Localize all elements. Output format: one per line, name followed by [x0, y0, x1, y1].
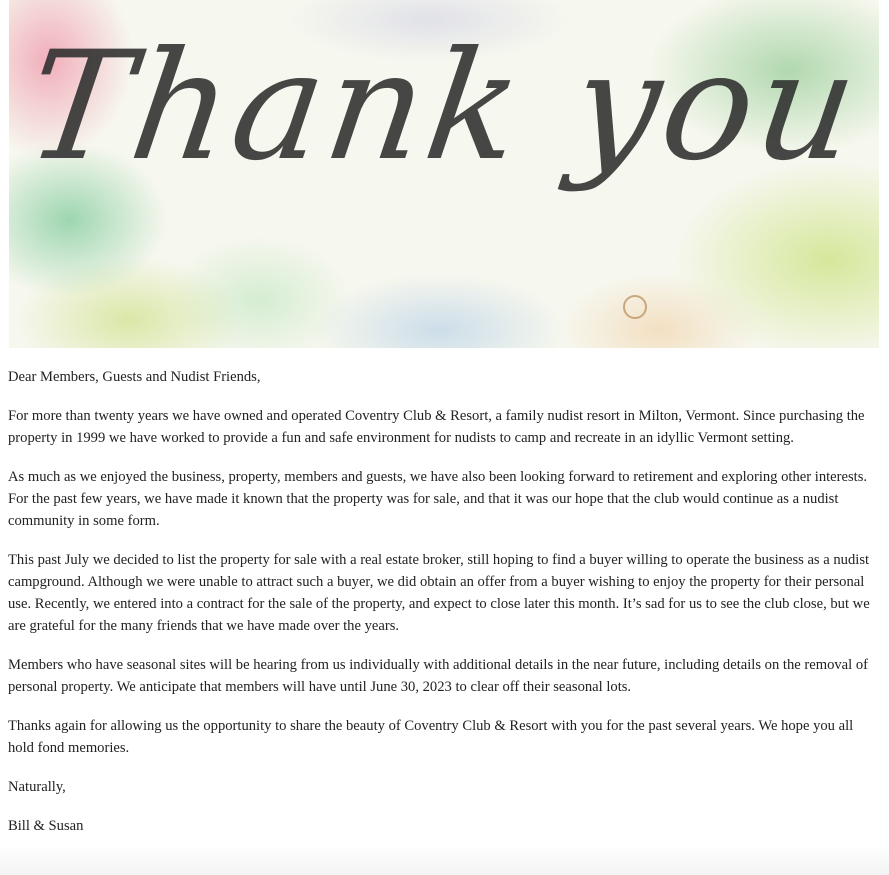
- thank-you-lettering: Thank you: [17, 20, 871, 194]
- thank-you-banner-image: [9, 0, 879, 348]
- paragraph: Thanks again for allowing us the opportunity to share the beauty of Coventry Club & Resort with you for the past several years. We hope you all hold fond memories.: [8, 718, 854, 756]
- paragraph: This past July we decided to list the property for sale with a real estate broker, still hoping to find a buyer willing to operate the business as a nudist campground. Although we were unable to attract such a buyer, we did obtain an offer from a buyer wishing to enjoy the property for their personal use. Recently, we entered into a contract for the sale of the property, and expect to close later this month. It’s sad for us to see the club close, but we are grateful for the many friends that we have made over the years.: [8, 552, 870, 634]
- coffee-ring-stain: [623, 295, 647, 319]
- paragraph: As much as we enjoyed the business, property, members and guests, we have also been looking forward to retirement and exploring other interests. For the past few years, we have made it known that the property was for sale, and that it was our hope that the club would continue as a nudist community in some form.: [8, 469, 868, 529]
- greeting: Dear Members, Guests and Nudist Friends,: [8, 369, 261, 385]
- paragraph: For more than twenty years we have owned and operated Coventry Club & Resort, a family nudist resort in Milton, Vermont. Since purchasing the property in 1999 we have worked to provide a fun and safe environment for nudists to camp and recreate in an idyllic Vermont setting.: [8, 408, 865, 446]
- closing: Naturally,: [8, 779, 66, 795]
- letter-body: [8, 366, 880, 854]
- bottom-fade: [0, 845, 889, 875]
- signature: Bill & Susan: [8, 818, 84, 834]
- paragraph: Members who have seasonal sites will be hearing from us individually with additional details in the near future, including details on the removal of personal property. We anticipate that members will have until June 30, 2023 to clear off their seasonal lots.: [8, 657, 869, 695]
